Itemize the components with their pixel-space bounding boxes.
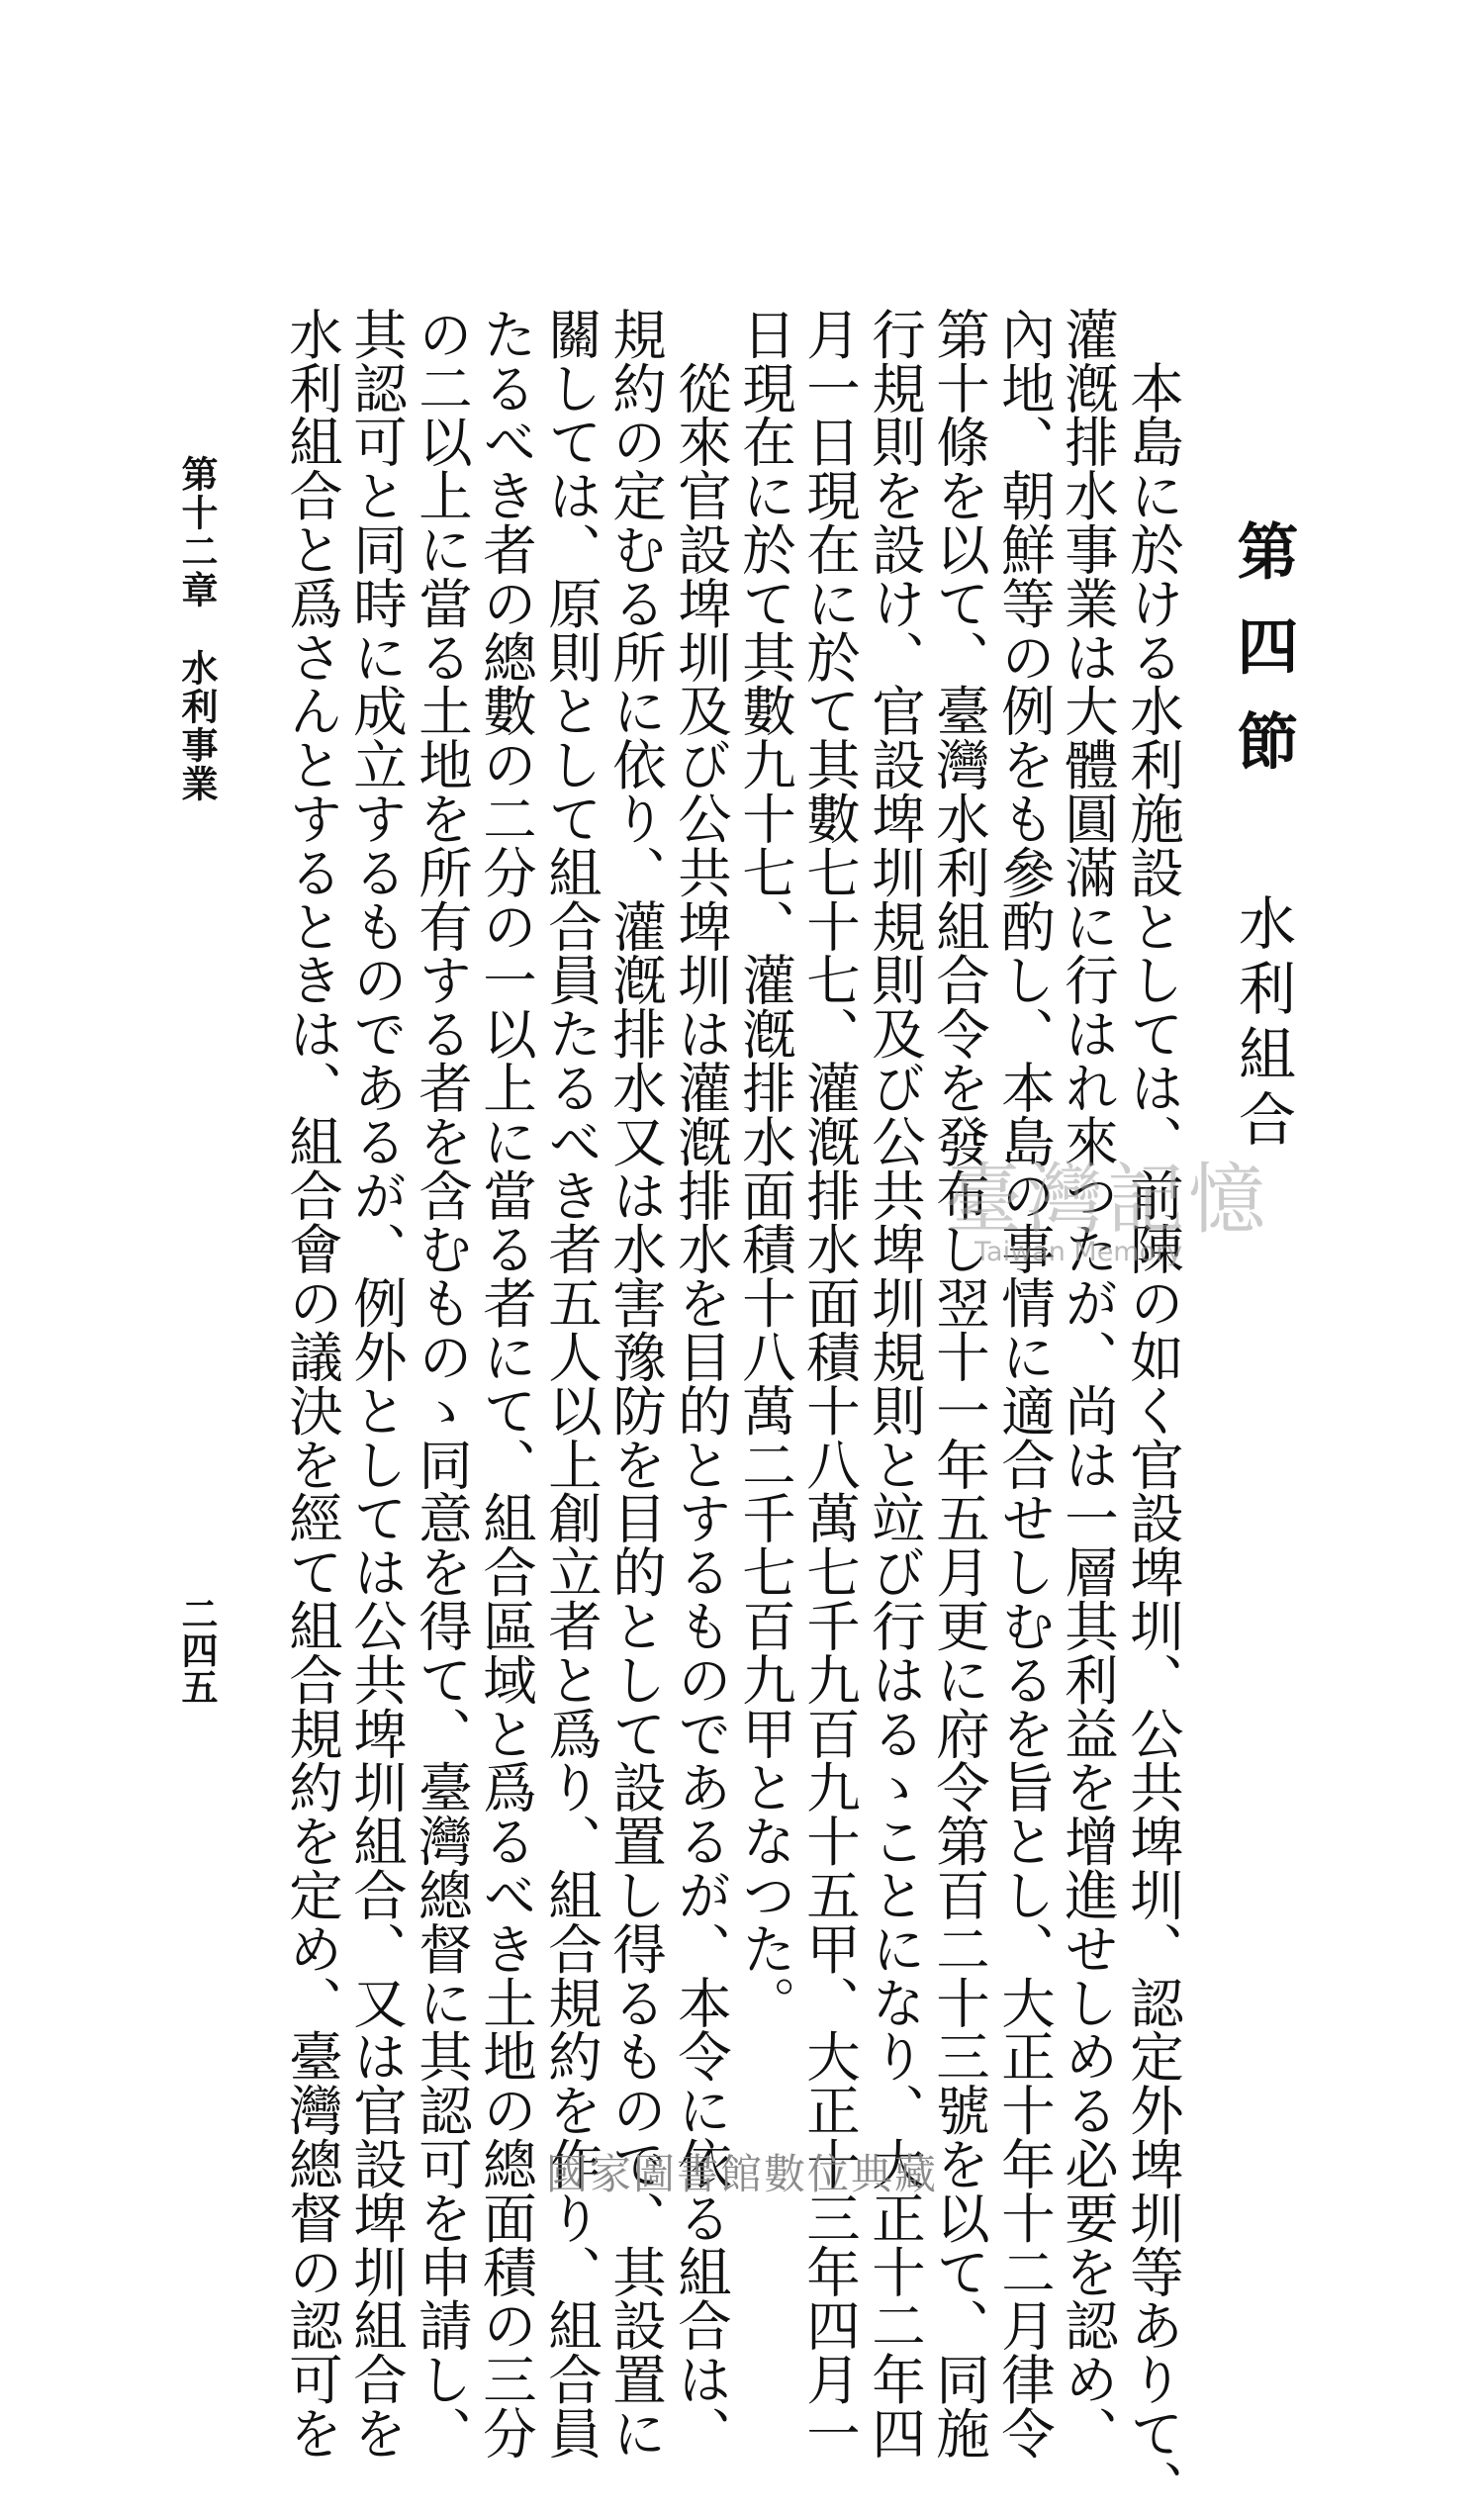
watermark-subtext: Taiwan Memory xyxy=(974,1237,1183,1267)
body-column-1: 本島に於ける水利施設としては、前陳の如く官設埤圳、公共埤圳、認定外埤圳等ありて、 xyxy=(1121,307,1183,2513)
page-number: 二四五 xyxy=(175,1595,219,1705)
body-column-13: 其認可と同時に成立するものであるが、例外としては公共埤圳組合、又は官設埤圳組合を xyxy=(344,307,407,2460)
watermark-logo: 臺灣記憶 xyxy=(945,1156,1270,1245)
body-column-9: 規約の定むる所に依り、灌漑排水又は水害豫防を目的として設置し得るもので、其設置に xyxy=(603,307,666,2460)
body-column-7: 日現在に於て其數九十七、灌漑排水面積十八萬二千七百九甲となつた。 xyxy=(733,307,795,2029)
body-column-14: 水利組合と爲さんとするときは、組合會の議決を經て組合規約を定め、臺灣總督の認可を xyxy=(280,307,342,2460)
body-column-2: 灌漑排水事業は大體圓滿に行はれ來つたが、尚は一層其利益を增進せしめる必要を認め、 xyxy=(1056,307,1118,2460)
body-column-5: 行規則を設け、官設埤圳規則及び公共埤圳規則と竝び行はるゝことになり、大正十二年四 xyxy=(863,307,925,2460)
body-column-4: 第十條を以て、臺灣水利組合令を發布し翌十一年五月更に府令第百二十三號を以て、同施 xyxy=(927,307,989,2460)
body-column-11: たるべき者の總數の二分の一以上に當る者にて、組合區域と爲るべき土地の總面積の三分 xyxy=(474,307,536,2460)
body-column-12: の二以上に當る土地を所有する者を含むものゝ同意を得て、臺灣總督に其認可を申請し、 xyxy=(410,307,472,2460)
section-title: 水利組合 xyxy=(1229,893,1296,1155)
running-footer-chapter xyxy=(172,455,222,803)
body-column-6: 月一日現在に於て其數七十七、灌漑排水面積十八萬七千九百九十五甲、大正十三年四月一 xyxy=(797,307,860,2460)
section-number: 第四節 xyxy=(1227,519,1299,804)
library-credit: 國家圖書館數位典藏 xyxy=(545,2150,938,2198)
chapter-title: 水利事業 xyxy=(175,649,219,803)
chapter-number: 第十二章 xyxy=(175,455,219,609)
section-heading xyxy=(1223,519,1302,1155)
body-column-8: 從來官設埤圳及び公共埤圳は灌漑排水を目的とするものであるが、本令に依る組合は、 xyxy=(669,307,731,2460)
body-column-3: 內地、朝鮮等の例をも參酌し、本島の事情に適合せしむるを旨とし、大正十年十二月律令 xyxy=(992,307,1055,2460)
body-column-10: 關しては、原則として組合員たるべき者五人以上創立者と爲り、組合規約を作り、組合員 xyxy=(539,307,602,2460)
